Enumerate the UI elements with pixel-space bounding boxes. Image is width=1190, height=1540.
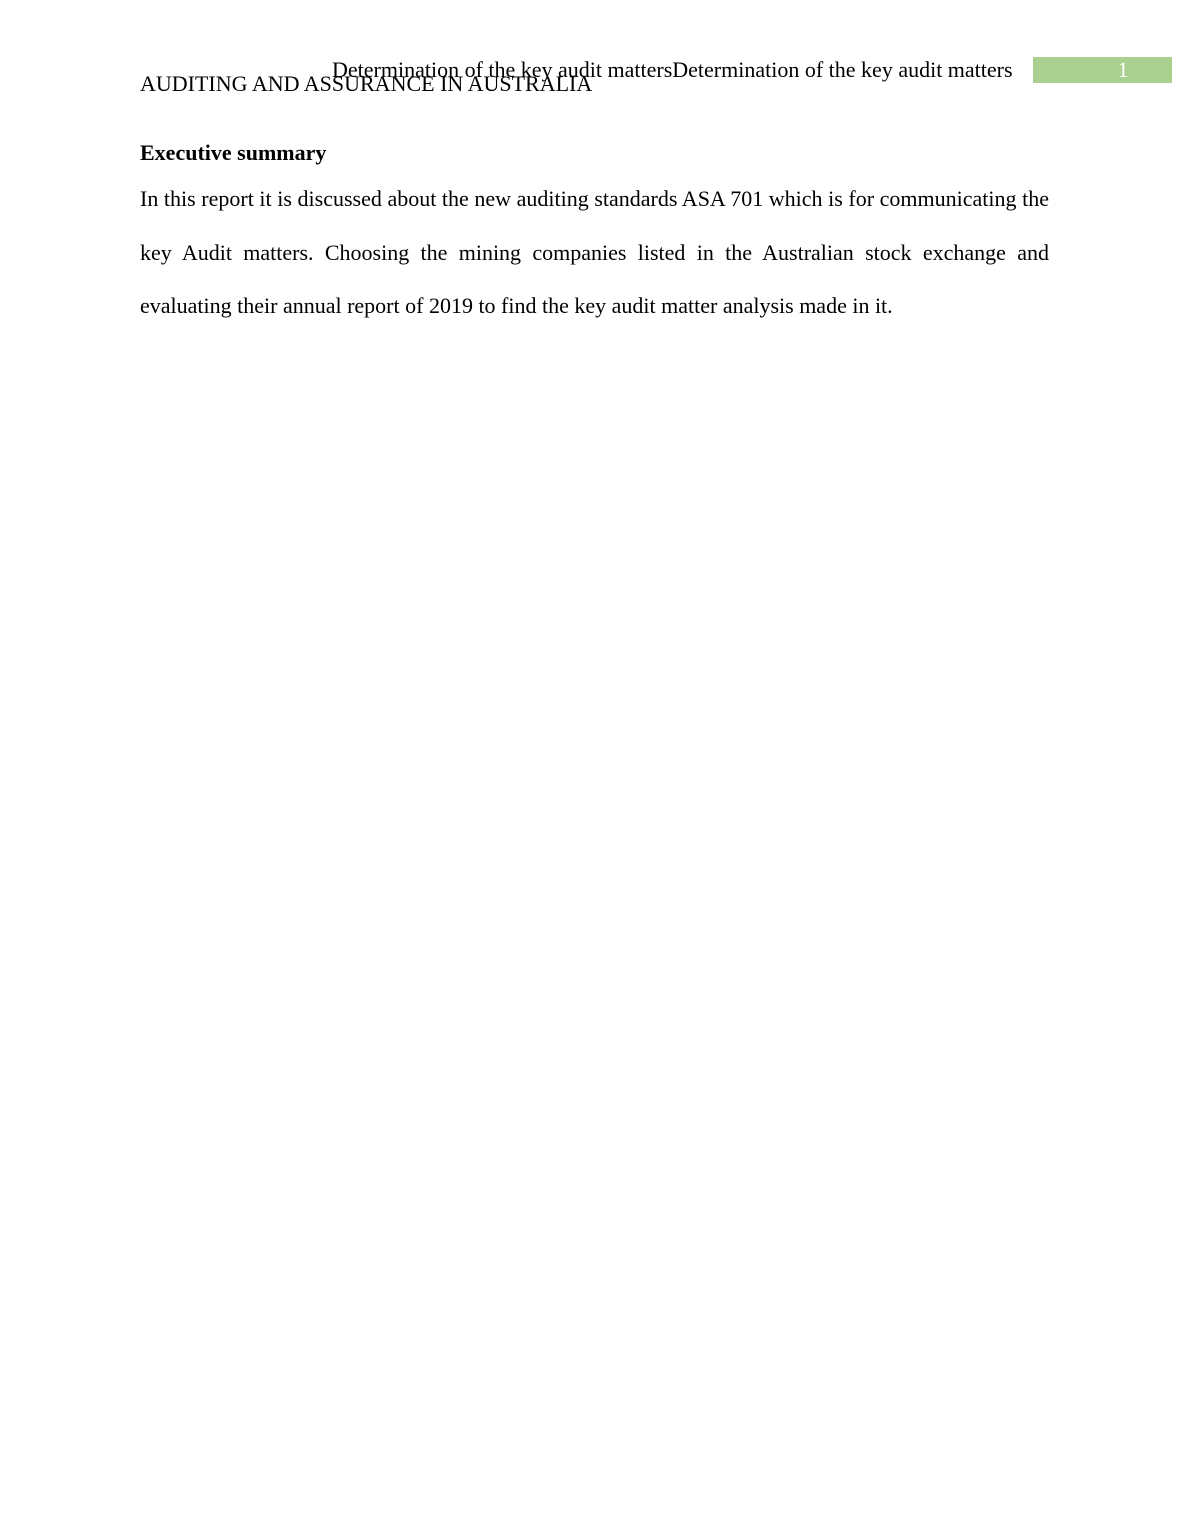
page-number: 1 — [1117, 57, 1129, 82]
document-title: AUDITING AND ASSURANCE IN AUSTRALIA — [140, 71, 593, 96]
executive-summary-paragraph: In this report it is discussed about the new auditing standards ASA 701 which is for communicating the key Audit matters. Choosing the mining companies listed in the Australian stock exchange and evaluating their annual report of 2019 to find the key audit matter analysis made in it. — [140, 186, 1049, 319]
section-heading-executive-summary: Executive summary — [140, 140, 327, 165]
running-header-title: Determination of the key audit mattersDetermination of the key audit matters — [332, 57, 1013, 82]
